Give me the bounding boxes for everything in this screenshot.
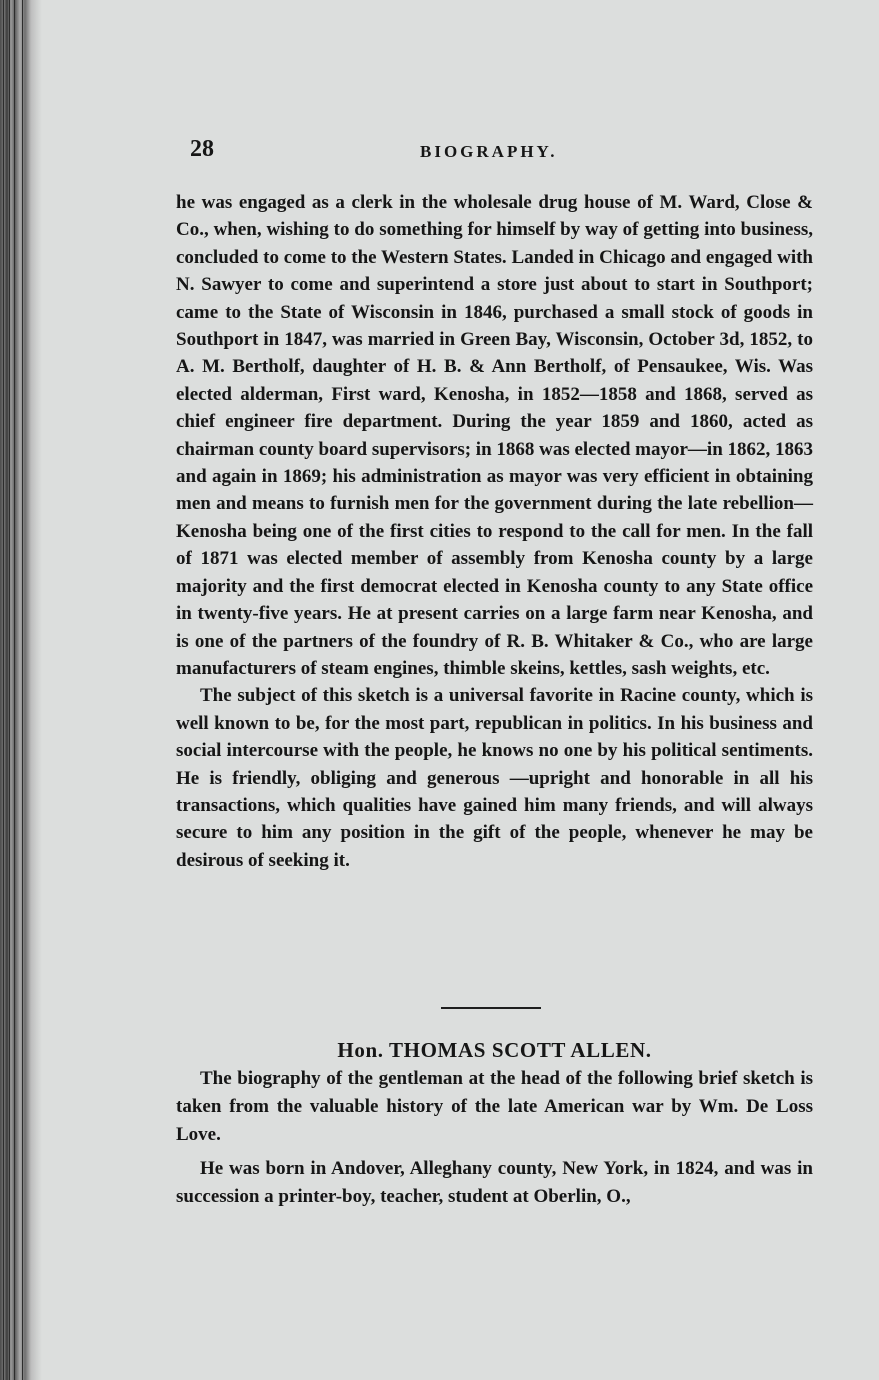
binding-line [3,0,4,1380]
binding-line [22,0,23,1380]
running-head: BIOGRAPHY. [420,142,558,161]
section-divider [441,1007,541,1009]
page-header [190,136,812,170]
body-paragraph: he was engaged as a clerk in the wholesale drug house of M. Ward, Close & Co., when, wishing to do something for himself by way of getting into business, concluded to come to the Western States. Landed in Chicago and engaged with N. Sawyer to come and superintend a store just about to start in Southport; came to the State of Wisconsin in 1846, purchased a small stock of goods in Southport in 1847, was married in Green Bay, Wisconsin, October 3d, 1852, to A. M. Bertholf, daughter of H. B. & Ann Bertholf, of Pensaukee, Wis. Was elected alderman, First ward, Kenosha, in 1852—1858 and 1868, served as chief engineer fire department. During the year 1859 and 1860, acted as chairman county board supervisors; in 1868 was elected mayor—in 1862, 1863 and again in 1869; his administration as mayor was very efficient in obtaining men and means to furnish men for the government during the late rebellion—Kenosha being one of the first cities to respond to the call for men. In the fall of 1871 was elected member of assembly from Kenosha county by a large majority and the first democrat elected in Kenosha county to any State office in twenty-five years. He at present carries on a large farm near Kenosha, and is one of the partners of the foundry of R. B. Whitaker & Co., who are large manufacturers of steam engines, thimble skeins, kettles, sash weights, etc. [176,192,814,679]
binding-line [14,0,15,1380]
book-binding-edge [0,0,42,1380]
main-text [176,189,813,874]
body-paragraph: The subject of this sketch is a universal favorite in Racine county, which is well known to be, for the most part, republican in politics. In his business and social intercourse with the people, he knows no one by his political sentiments. He is friendly, obliging and generous —upright and honorable in all his transactions, which qualities have gained him many friends, and will always secure to him any position in the gift of the people, whenever he may be desirous of seeking it. [176,685,813,871]
section-heading: Hon. THOMAS SCOTT ALLEN. [337,1038,652,1062]
binding-line [9,0,10,1380]
page-number: 28 [190,136,214,162]
section-paragraph: He was born in Andover, Alleghany county, New York, in 1824, and was in succession a printer-boy, teacher, student at Oberlin, O., [176,1158,813,1207]
section-text [176,1065,813,1211]
section-paragraph: The biography of the gentleman at the head of the following brief sketch is taken from the valuable history of the late American war by Wm. De Loss Love. [176,1068,813,1145]
